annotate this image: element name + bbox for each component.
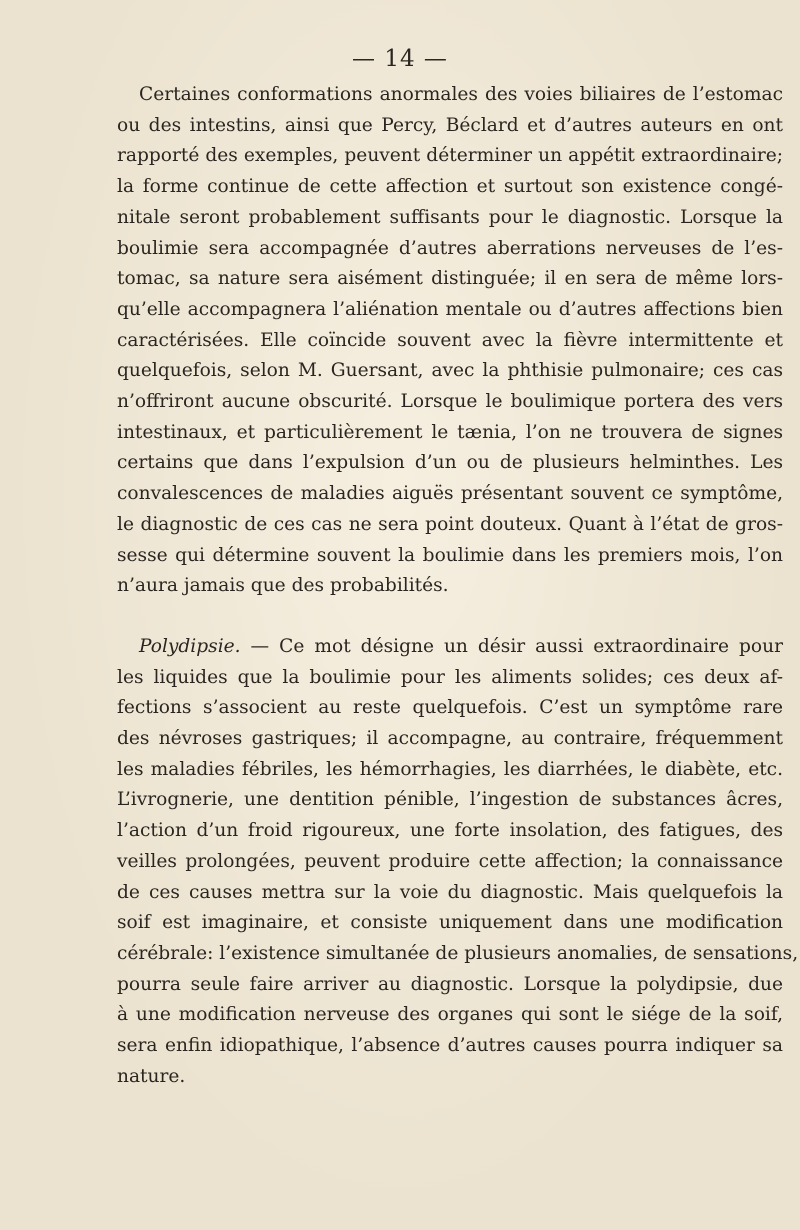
section-heading-polydipsie: Polydipsie.: [139, 635, 241, 657]
text-line: n’aura jamais que des probabilités.: [117, 575, 449, 597]
text-line: convalescences de maladies aiguës présentant souvent ce symptôme,: [117, 483, 783, 505]
text-line: les liquides que la boulimie pour les aliments solides; ces deux af-: [117, 666, 783, 688]
text-line: L’ivrognerie, une dentition pénible, l’ingestion de substances âcres,: [117, 789, 783, 811]
text-line: ou des intestins, ainsi que Percy, Béclard et d’autres auteurs en ont: [117, 114, 783, 136]
body-text: [117, 80, 799, 1093]
paragraph-boulimie: [117, 80, 783, 602]
text-line: sera enfin idiopathique, l’absence d’autres causes pourra indiquer sa: [117, 1035, 783, 1057]
text-line: [117, 632, 783, 663]
text-line: certains que dans l’expulsion d’un ou de plusieurs helminthes. Les: [117, 452, 783, 474]
text-line: des névroses gastriques; il accompagne, au contraire, fréquemment: [117, 728, 783, 750]
text-line: caractérisées. Elle coïncide souvent avec la fièvre intermittente et: [117, 329, 783, 351]
text-line: sesse qui détermine souvent la boulimie dans les premiers mois, l’on: [117, 544, 783, 566]
text-line: boulimie sera accompagnée d’autres aberrations nerveuses de l’es-: [117, 237, 783, 259]
text-line: la forme continue de cette affection et surtout son existence congé-: [117, 176, 783, 198]
text-line-rest: — Ce mot désigne un désir aussi extraordinaire pour: [240, 635, 783, 657]
text-line: à une modification nerveuse des organes qui sont le siége de la soif,: [117, 1004, 783, 1026]
text-line: qu’elle accompagnera l’aliénation mentale ou d’autres affections bien: [117, 298, 783, 320]
text-line: de ces causes mettra sur la voie du diagnostic. Mais quelquefois la: [117, 881, 783, 903]
text-line: n’offriront aucune obscurité. Lorsque le boulimique portera des vers: [117, 391, 783, 413]
text-line: l’action d’un froid rigoureux, une forte insolation, des fatigues, des: [117, 820, 783, 842]
text-line: soif est imaginaire, et consiste uniquement dans une modification: [117, 912, 783, 934]
text-line: cérébrale: l’existence simultanée de plusieurs anomalies, de sensations,: [117, 942, 799, 964]
text-line: pourra seule faire arriver au diagnostic. Lorsque la polydipsie, due: [117, 973, 783, 995]
text-line: quelquefois, selon M. Guersant, avec la phthisie pulmonaire; ces cas: [117, 360, 783, 382]
text-line: veilles prolongées, peuvent produire cette affection; la connaissance: [117, 850, 783, 872]
text-line: nitale seront probablement suffisants pour le diagnostic. Lorsque la: [117, 206, 783, 228]
text-line: les maladies fébriles, les hémorrhagies, les diarrhées, le diabète, etc.: [117, 758, 783, 780]
text-line: intestinaux, et particulièrement le tænia, l’on ne trouvera de signes: [117, 421, 783, 443]
text-line: tomac, sa nature sera aisément distinguée; il en sera de même lors-: [117, 268, 783, 290]
text-line: nature.: [117, 1065, 186, 1087]
text-line: Certaines conformations anormales des voies biliaires de l’estomac: [139, 84, 783, 105]
text-line: rapporté des exemples, peuvent déterminer un appétit extraordinaire;: [117, 145, 783, 167]
text-line: le diagnostic de ces cas ne sera point douteux. Quant à l’état de gros-: [117, 513, 783, 535]
text-line: fections s’associent au reste quelquefois. C’est un symptôme rare: [117, 697, 783, 719]
paragraph-polydipsie: [117, 632, 799, 1093]
page-number: — 14 —: [352, 46, 448, 72]
